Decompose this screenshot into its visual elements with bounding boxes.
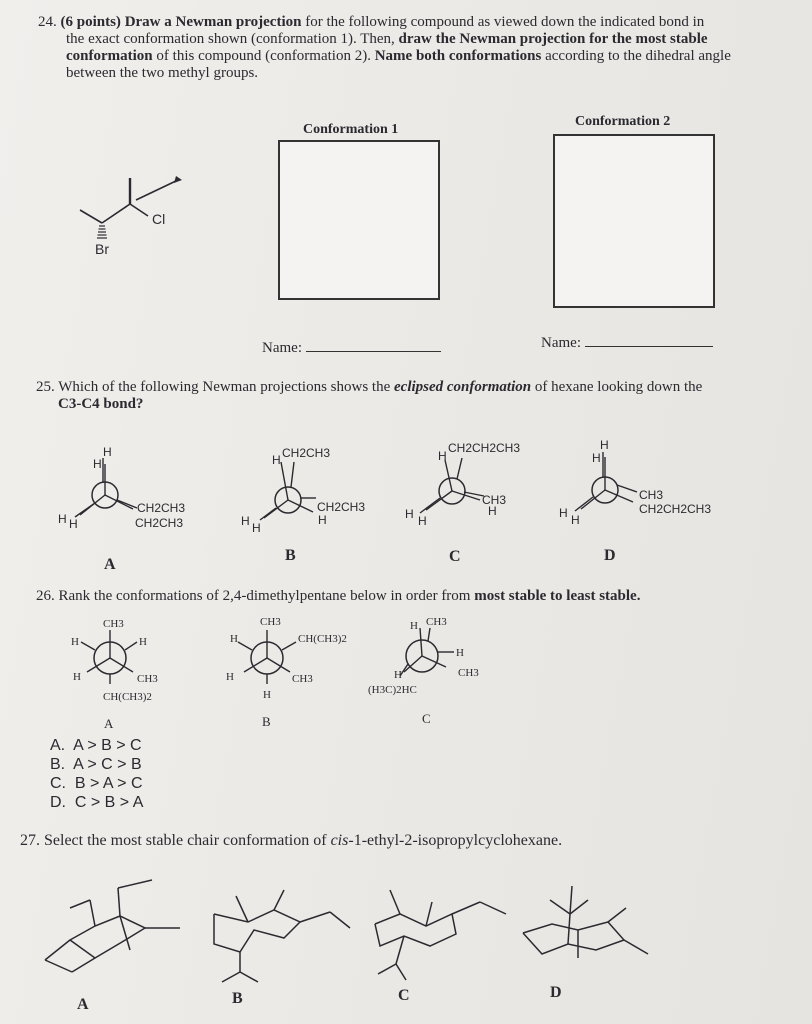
q27-option-c[interactable]: C — [398, 987, 410, 1004]
name-blank-2[interactable] — [585, 334, 713, 347]
q25-line1b: of hexane looking down the — [531, 379, 703, 395]
q26c-isopropyl: (H3C)2HC — [368, 684, 417, 696]
q26b-methyl-right: CH3 — [292, 673, 313, 685]
q24-number: 24. — [38, 14, 57, 30]
q25d-propyl: CH2CH2CH3 — [639, 502, 712, 516]
q26-newman-a — [55, 612, 195, 712]
q25-newman-b — [238, 440, 388, 540]
q25-option-c[interactable]: C — [449, 548, 461, 565]
q26-newman-b — [212, 612, 372, 712]
q25a-h-left1: H — [58, 512, 67, 526]
question-26 — [36, 588, 806, 605]
q27-cis: cis — [330, 832, 349, 849]
q25b-h-top: H — [272, 453, 281, 467]
q24-text1: for the following compound as viewed down the indicated bond in — [301, 14, 705, 30]
name-label-2: Name: — [541, 335, 581, 351]
q25c-h-left2: H — [418, 514, 427, 528]
q24-line3d: according to the dihedral angle — [541, 48, 731, 64]
q26-newman-c — [360, 612, 500, 712]
q26c-h-lower: H — [394, 669, 402, 681]
q26-choice-a[interactable]: A. A > B > C — [50, 737, 142, 754]
q26a-h-upper-left: H — [71, 636, 79, 648]
chlorine-label: Cl — [152, 211, 166, 227]
conformation-1-name — [262, 339, 441, 357]
q25d-h-top2: H — [592, 451, 601, 465]
q26-choices — [50, 736, 143, 812]
q25-line1: 25. Which of the following Newman projections shows the — [36, 379, 394, 395]
q26-choice-c[interactable]: C. B > A > C — [50, 775, 143, 792]
q24-draw2: draw the Newman projection for the most stable — [398, 31, 708, 47]
q27-chair-d — [508, 878, 678, 978]
q26a-methyl-top: CH3 — [103, 618, 124, 630]
q27-option-a[interactable]: A — [77, 996, 89, 1013]
q25d-h-left2: H — [571, 513, 580, 527]
q26-label-a: A — [104, 716, 114, 731]
bromine-label: Br — [95, 241, 109, 257]
q27-line-b: -1-ethyl-2-isopropylcyclohexane. — [348, 832, 563, 849]
q27-line: 27. Select the most stable chair conformation of — [20, 832, 331, 849]
q26a-h-lower-left: H — [73, 671, 81, 683]
q25c-h-top: H — [438, 449, 447, 463]
name-blank-1[interactable] — [306, 339, 441, 352]
q26b-h-lower-left: H — [226, 671, 234, 683]
q26c-methyl-top: CH3 — [426, 616, 447, 628]
q25-option-d[interactable]: D — [604, 547, 616, 564]
q24-conformation: conformation — [66, 48, 153, 64]
q25b-ethyl-right: CH2CH3 — [317, 500, 366, 514]
q27-option-d[interactable]: D — [550, 984, 562, 1001]
question-24 — [38, 14, 798, 82]
q25a-h-left2: H — [69, 517, 78, 531]
q25-option-a[interactable]: A — [104, 556, 116, 573]
q25-newman-a — [55, 440, 205, 540]
q26b-h-bottom: H — [263, 689, 271, 701]
q25c-propyl: CH2CH2CH3 — [448, 441, 521, 455]
conformation-1-answer-box[interactable] — [278, 140, 440, 300]
q24-line3: of this compound (conformation 2). — [152, 48, 375, 64]
conformation-2-title: Conformation 2 — [575, 114, 671, 129]
q25a-ethyl-2: CH2CH3 — [135, 516, 184, 530]
q27-option-b[interactable]: B — [232, 990, 243, 1007]
q26c-h-right: H — [456, 647, 464, 659]
q27-chair-c — [360, 884, 530, 984]
q26c-h-top: H — [410, 620, 418, 632]
q25-eclipsed: eclipsed conformation — [394, 379, 532, 395]
q26-label-b: B — [262, 714, 271, 729]
q25d-h-top1: H — [600, 438, 609, 452]
q25-newman-c — [400, 438, 560, 538]
q25b-h-left1: H — [241, 514, 250, 528]
q26-bold: most stable to least stable. — [474, 588, 641, 604]
name-label-1: Name: — [262, 340, 302, 356]
q25b-h-left2: H — [252, 521, 261, 535]
q25a-h-top1: H — [103, 445, 112, 459]
q27-chair-b — [200, 886, 370, 986]
q25b-ethyl-top: CH2CH3 — [282, 446, 331, 460]
q25d-methyl: CH3 — [639, 488, 664, 502]
q25-newman-d — [555, 437, 745, 537]
q24-line4: between the two methyl groups. — [66, 65, 259, 81]
q25d-h-left1: H — [559, 506, 568, 520]
q26b-isopropyl: CH(CH3)2 — [298, 633, 347, 645]
q27-chair-a — [40, 880, 210, 980]
q26b-methyl-top: CH3 — [260, 616, 281, 628]
q25a-ethyl-1: CH2CH3 — [137, 501, 186, 515]
q26-choice-b[interactable]: B. A > C > B — [50, 756, 142, 773]
q25c-methyl: CH3 — [482, 493, 507, 507]
question-27 — [20, 832, 800, 849]
q24-points: (6 points) — [60, 14, 121, 30]
q25c-h-right: H — [488, 504, 497, 518]
conformation-2-answer-box[interactable] — [553, 134, 715, 308]
q26-choice-d[interactable]: D. C > B > A — [50, 794, 144, 811]
q26-line: 26. Rank the conformations of 2,4-dimethylpentane below in order from — [36, 588, 475, 604]
q26a-isopropyl: CH(CH3)2 — [103, 691, 152, 703]
conformation-2-name — [541, 334, 713, 352]
q24-molecule — [70, 168, 210, 268]
q26a-h-upper-right: H — [139, 636, 147, 648]
q26-label-c: C — [422, 711, 431, 726]
q25-option-b[interactable]: B — [285, 547, 296, 564]
q26b-h-upper-left: H — [230, 633, 238, 645]
q24-draw1: Draw a Newman projection — [124, 14, 302, 30]
conformation-1-title: Conformation 1 — [303, 122, 399, 137]
question-25 — [36, 379, 806, 413]
q25a-h-top2: H — [93, 457, 102, 471]
q24-line2: the exact conformation shown (conformation 1). Then, — [66, 31, 399, 47]
q25b-h-right: H — [318, 513, 327, 527]
q26a-methyl-right: CH3 — [137, 673, 158, 685]
q26c-methyl-right: CH3 — [458, 667, 479, 679]
q25-line2: C3-C4 bond? — [58, 396, 144, 412]
q25c-h-left1: H — [405, 507, 414, 521]
q24-name-both: Name both conformations — [374, 48, 542, 64]
